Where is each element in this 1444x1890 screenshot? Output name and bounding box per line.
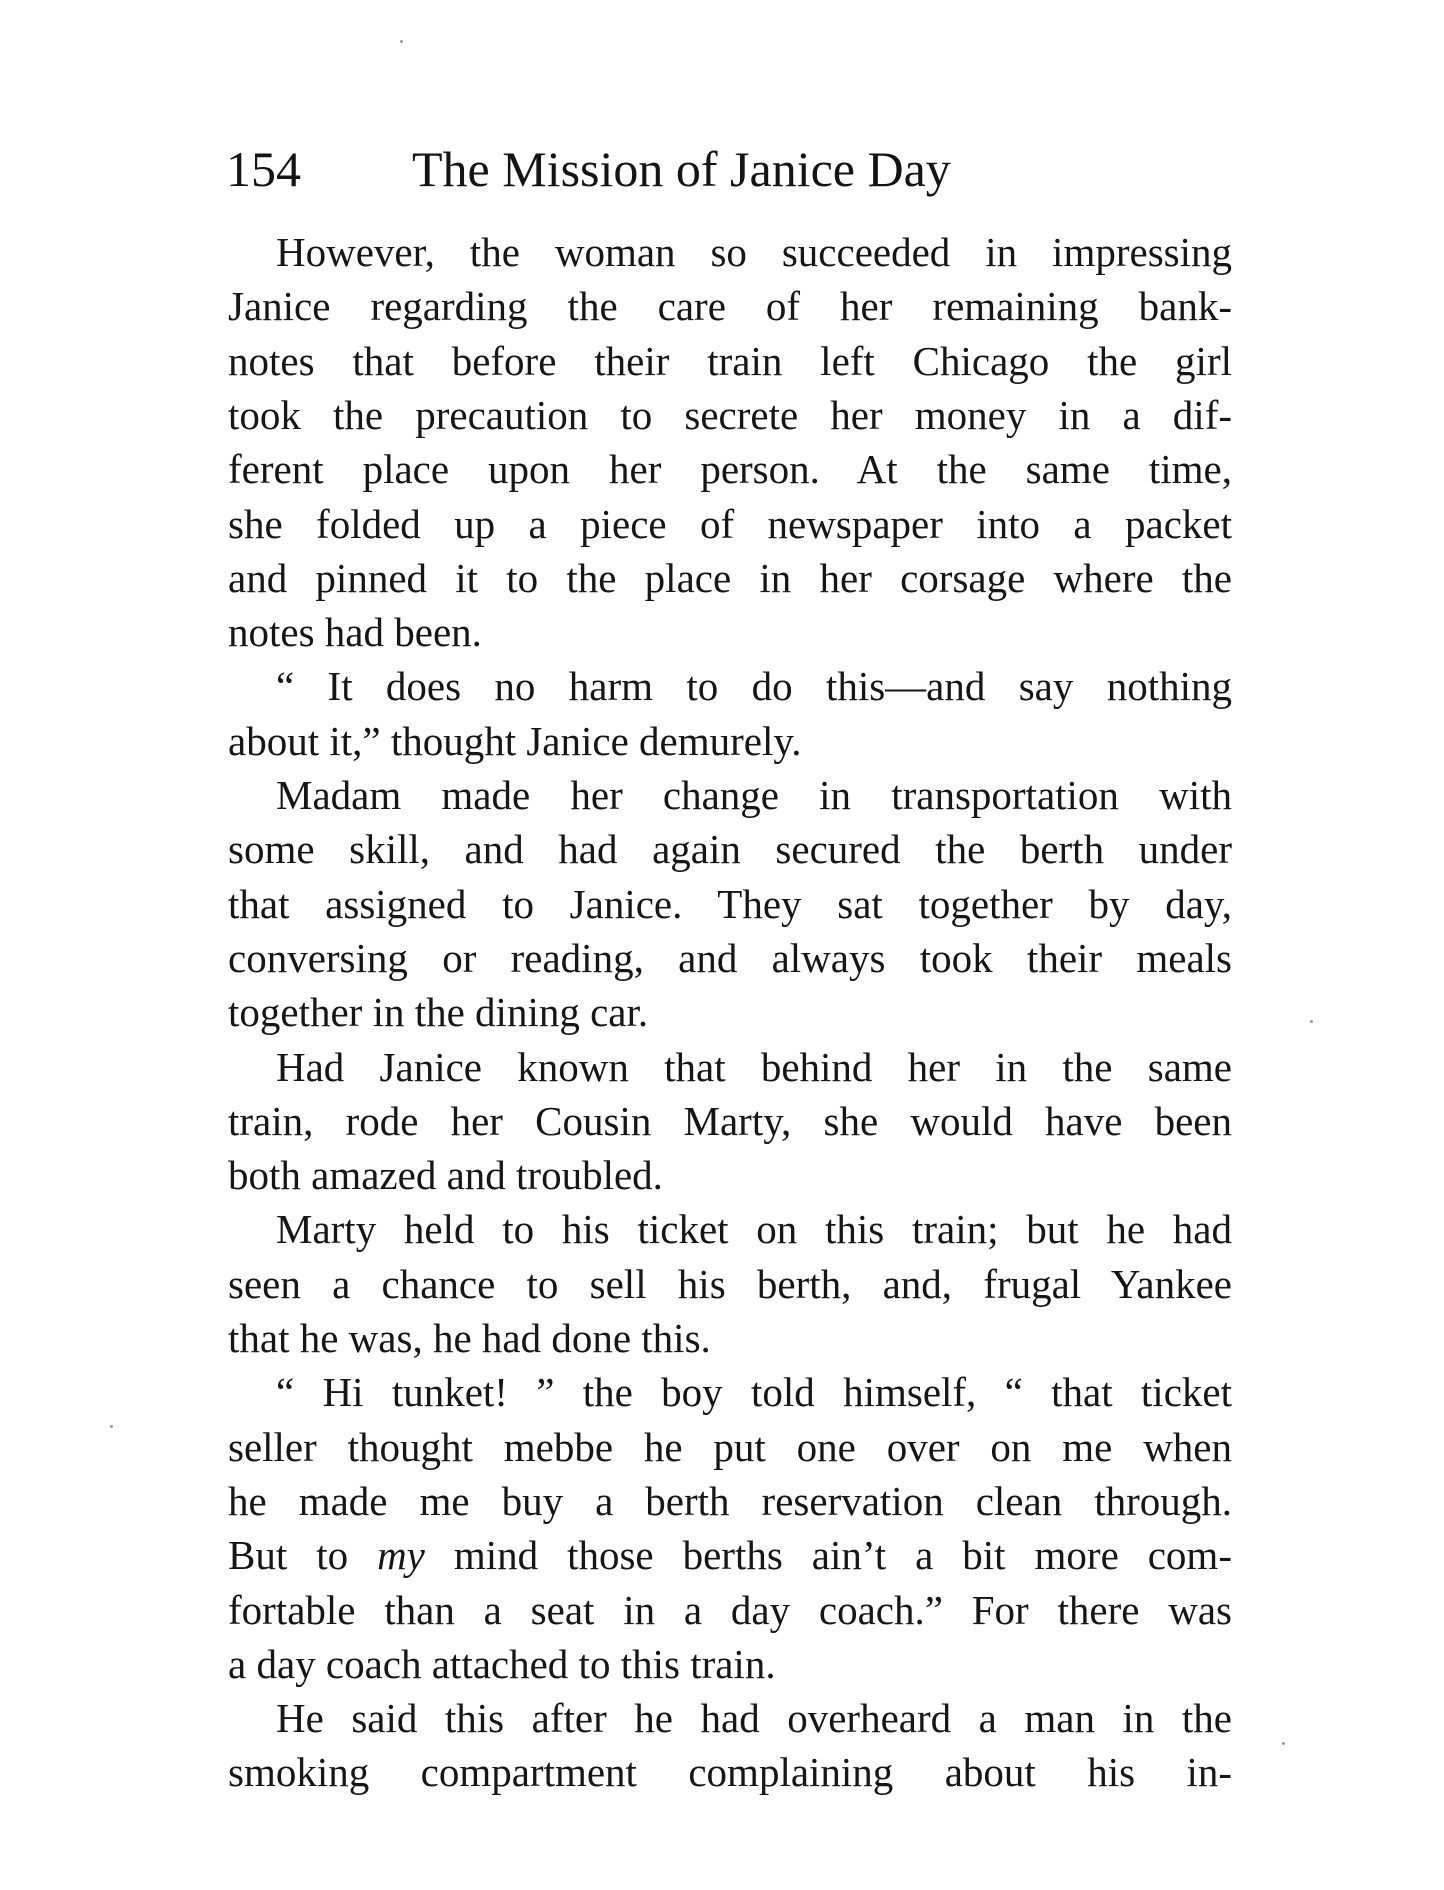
text-line: a day coach attached to this train. bbox=[228, 1641, 776, 1687]
text-line: that he was, he had done this. bbox=[228, 1315, 711, 1361]
text-line: fortable than a seat in a day coach.” For there was bbox=[228, 1587, 1232, 1633]
text-line: seller thought mebbe he put one over on me when bbox=[228, 1424, 1232, 1470]
text-line: he made me buy a berth reservation clean through. bbox=[228, 1478, 1232, 1524]
text-line: However, the woman so succeeded in impressing bbox=[276, 229, 1232, 275]
paper-speck bbox=[400, 40, 403, 43]
text-line: He said this after he had overheard a man in the bbox=[276, 1695, 1232, 1741]
text-line: Madam made her change in transportation with bbox=[276, 772, 1232, 818]
text-line: together in the dining car. bbox=[228, 989, 649, 1035]
text-line: both amazed and troubled. bbox=[228, 1152, 663, 1198]
text-line: about it,” thought Janice demurely. bbox=[228, 718, 802, 764]
running-title: The Mission of Janice Day bbox=[412, 141, 951, 197]
text-line bbox=[228, 1528, 1232, 1582]
text-line: “ It does no harm to do this—and say nothing bbox=[276, 663, 1232, 709]
text-segment: But to bbox=[228, 1532, 378, 1578]
text-line: took the precaution to secrete her money in a dif- bbox=[228, 392, 1232, 438]
text-line: notes had been. bbox=[228, 609, 482, 655]
text-line: that assigned to Janice. They sat together by day, bbox=[228, 881, 1232, 927]
paper-speck bbox=[110, 1425, 113, 1428]
text-line: conversing or reading, and always took their meals bbox=[228, 935, 1232, 981]
text-line: and pinned it to the place in her corsage where the bbox=[228, 555, 1232, 601]
text-segment: mind those berths ain’t a bit more com- bbox=[424, 1532, 1232, 1578]
paper-speck bbox=[1282, 1742, 1285, 1745]
text-line: notes that before their train left Chicago the girl bbox=[228, 338, 1232, 384]
text-line: some skill, and had again secured the berth under bbox=[228, 826, 1232, 872]
text-line: Marty held to his ticket on this train; but he had bbox=[276, 1206, 1232, 1252]
text-line: “ Hi tunket! ” the boy told himself, “ that ticket bbox=[276, 1369, 1232, 1415]
text-line: train, rode her Cousin Marty, she would have been bbox=[228, 1098, 1232, 1144]
text-line: ferent place upon her person. At the same time, bbox=[228, 446, 1232, 492]
text-line: she folded up a piece of newspaper into a packet bbox=[228, 501, 1232, 547]
italic-emphasis: my bbox=[377, 1532, 425, 1578]
page-number: 154 bbox=[226, 141, 301, 197]
text-line: seen a chance to sell his berth, and, frugal Yankee bbox=[228, 1261, 1232, 1307]
paper-speck bbox=[1310, 1020, 1313, 1023]
text-line: smoking compartment complaining about his in- bbox=[228, 1749, 1232, 1795]
text-line: Had Janice known that behind her in the same bbox=[276, 1044, 1232, 1090]
text-line: Janice regarding the care of her remaining bank- bbox=[228, 283, 1232, 329]
running-header bbox=[226, 134, 1236, 204]
